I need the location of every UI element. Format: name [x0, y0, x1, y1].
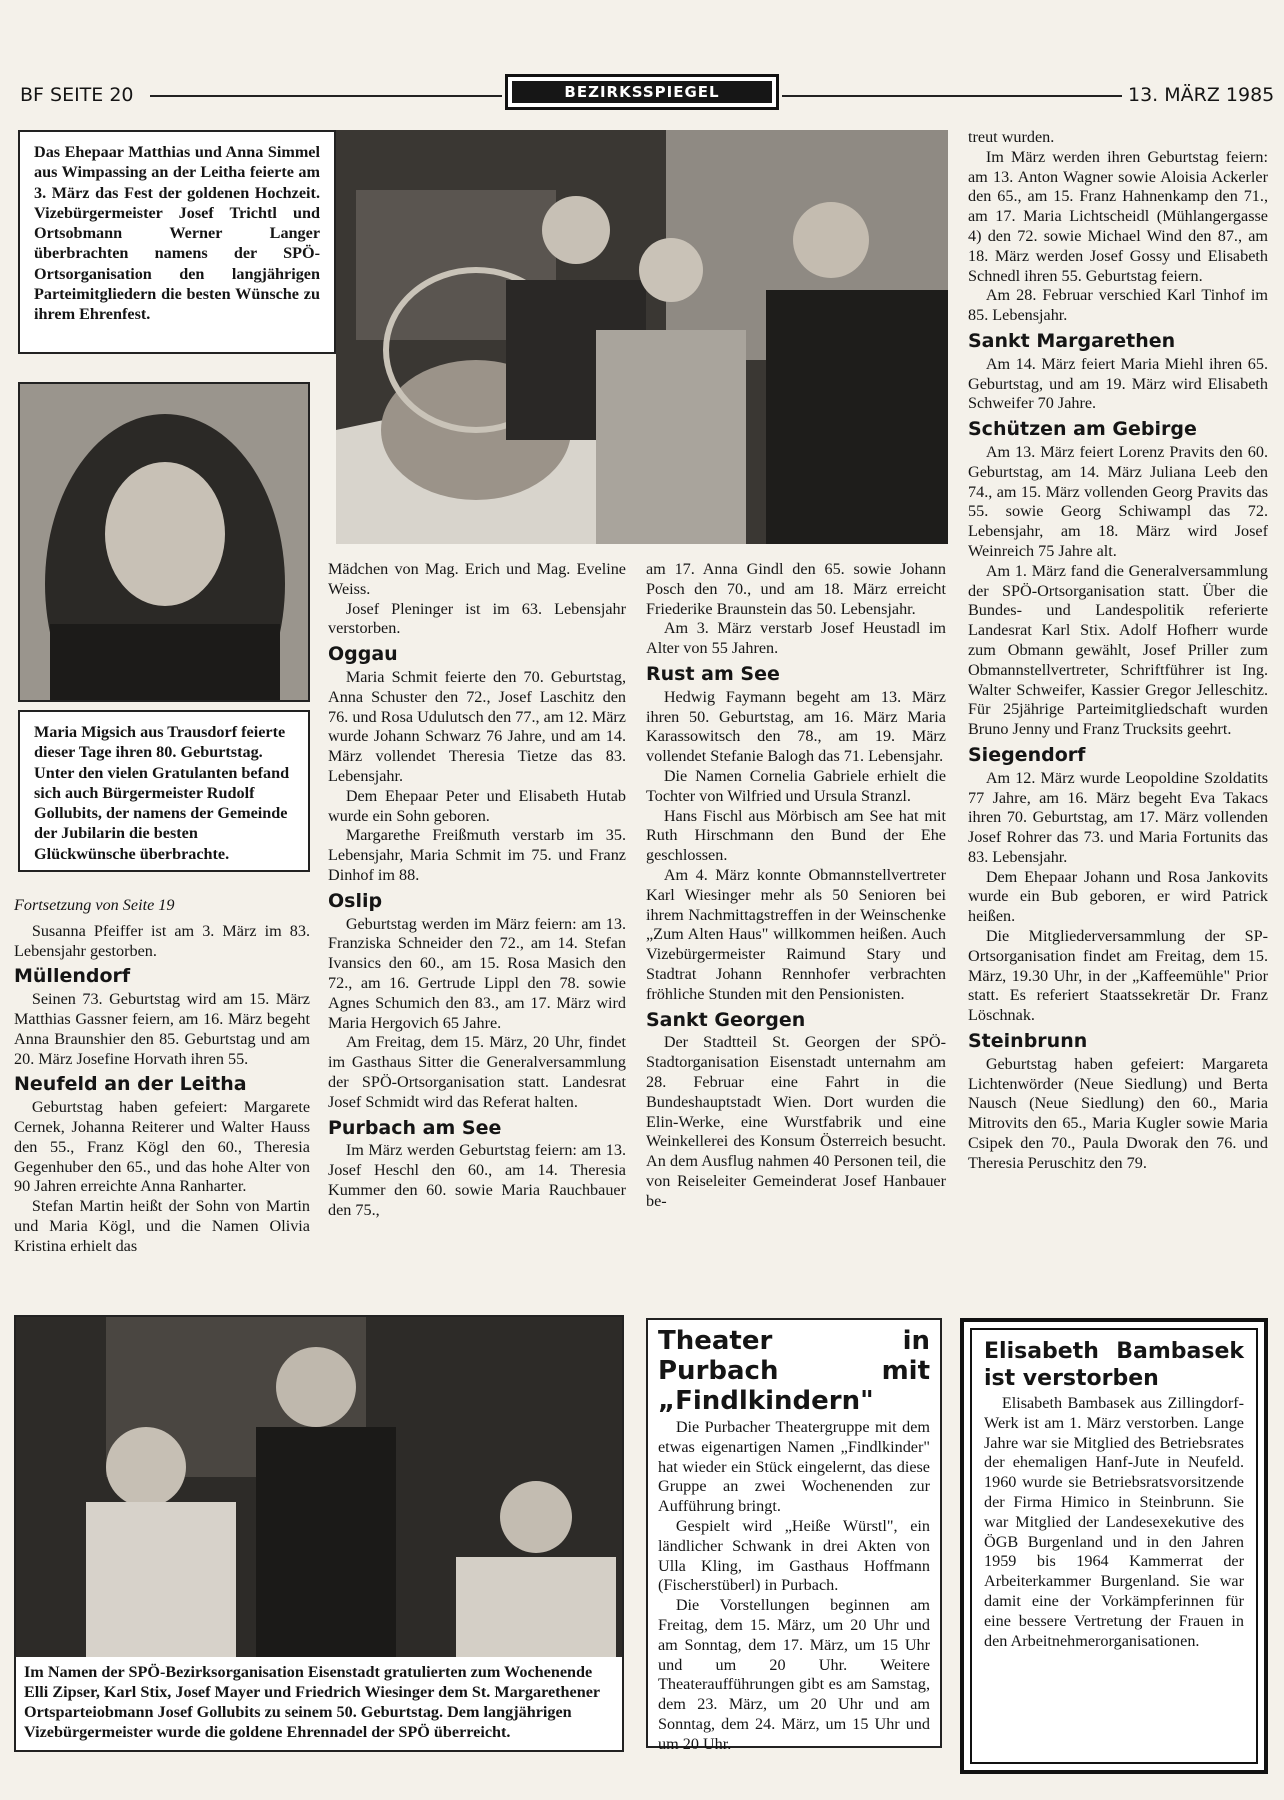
paragraph: Die Purbacher Theatergruppe mit dem etwas eigenartigen Namen „Findlkinder" hat wieder ein Stück eingelernt, das diese Gruppe an zwei Wochenenden zur Aufführung bringt. — [658, 1418, 930, 1516]
header-rule-right — [782, 95, 1122, 97]
migsich-photo — [18, 382, 310, 702]
wedding-caption: Das Ehepaar Matthias und Anna Simmel aus Wimpassing an der Leitha feierte am 3. März das Fest der goldenen Hochzeit. Vizebürgermeister Josef Trichtl und Ortsobmann Werner Langer überbrachten namens der SPÖ-Ortsorganisation den langjährigen Parteimitgliedern die besten Wünsche zu ihrem Ehrenfest. — [18, 130, 336, 354]
heading-muellendorf: Müllendorf — [14, 965, 131, 988]
section-title: BEZIRKSSPIEGEL — [512, 81, 772, 103]
bottom-photo — [16, 1317, 622, 1657]
paragraph: Die Mitgliederversammlung der SP-Ortsorganisation findet am Freitag, dem 15. März, 19.30 Uhr, in der „Kaffeemühle" Prior statt. Es referiert Staatssekretär Dr. Franz Löschnak. — [968, 927, 1268, 1025]
obituary-title: Elisabeth Bambasek ist verstorben — [984, 1339, 1244, 1391]
paragraph: Stefan Martin heißt der Sohn von Martin und Maria Kögl, und die Namen Olivia Kristina erhielt das — [14, 1197, 310, 1255]
paragraph: Seinen 73. Geburtstag wird am 15. März Matthias Gassner feiern, am 16. März begeht Anna Braunshier den 85. Geburtstag und am 20. März Josefine Horvath ihren 55. — [14, 990, 310, 1068]
header-rule-left — [150, 95, 502, 97]
page-label: BF SEITE 20 — [20, 84, 134, 106]
column-3 — [646, 560, 946, 1212]
paragraph: Am 1. März fand die Generalversammlung der SPÖ-Ortsorganisation statt. Über die Bundes- und Landespolitik referierte Landesrat Karl Stix. Adolf Hofherr wurde zum Obmann gewählt, Josef Priller zum Obmannstellvertreter, Schriftführer ist Ing. Walter Schweifer, Kassier Gregor Jelleschitz. Für 25jährige Parteimitgliedschaft wurden Bruno Jenny und Franz Trucksits geehrt. — [968, 561, 1268, 739]
paragraph: Geburtstag haben gefeiert: Margareta Lichtenwörder (Neue Siedlung) und Berta Nausch (Neue Siedlung) den 60., Maria Mitrovits den 65., Maria Kugler sowie Maria Csipek den 70., Paula Dworak den 76. und Theresia Peruschitz den 79. — [968, 1054, 1268, 1172]
paragraph: Die Vorstellungen beginnen am Freitag, dem 15. März, um 20 Uhr und am Sonntag, dem 17. März, um 15 Uhr und um 20 Uhr. Weitere Theateraufführungen gibt es am Samstag, dem 23. März, um 20 Uhr und am Sonntag, dem 24. März, um 15 Uhr und um 20 Uhr. — [658, 1596, 930, 1753]
paragraph: Josef Pleninger ist im 63. Lebensjahr verstorben. — [328, 599, 626, 638]
paragraph: Maria Schmit feierte den 70. Geburtstag, Anna Schuster den 72., Josef Laschitz den 76. und Rosa Udulutsch den 77., am 12. März wurde Johann Schwarz 76 Jahre, und am 14. März vollendet Theresia Tietze das 83. Lebensjahr. — [328, 667, 626, 785]
continued-note: Fortsetzung von Seite 19 — [14, 896, 175, 914]
paragraph: Dem Ehepaar Johann und Rosa Jankovits wurde ein Bub geboren, er wird Patrick heißen. — [968, 867, 1268, 926]
heading-rust: Rust am See — [646, 662, 780, 685]
obituary-frame — [960, 1318, 1268, 1774]
heading-purbach: Purbach am See — [328, 1116, 502, 1139]
heading-georgen: Sankt Georgen — [646, 1008, 806, 1031]
paragraph: Im März werden Geburtstag feiern: am 13. Josef Heschl den 60., am 14. Theresia Kummer den 60. sowie Maria Rauchbauer den 75., — [328, 1141, 626, 1219]
paragraph: Der Stadtteil St. Georgen der SPÖ-Stadtorganisation Eisenstadt unternahm am 28. Februar eine Fahrt in die Bundeshauptstadt Wien. Dort wurden die Elin-Werke, eine Wurstfabrik und eine Weinkellerei des Konsum Österreich besucht. An dem Ausflug nahmen 40 Personen teil, die von Reiseleiter Gemeinderat Josef Hanbauer be- — [646, 1033, 946, 1210]
migsich-caption: Maria Migsich aus Trausdorf feierte dieser Tage ihren 80. Geburtstag. Unter den vielen Gratulanten befand sich auch Bürgermeister Rudolf Gollubits, der namens der Gemeinde der Jubilarin die besten Glückwünsche überbrachte. — [18, 710, 310, 872]
paragraph: Susanna Pfeiffer ist am 3. März im 83. Lebensjahr gestorben. — [14, 921, 310, 960]
bottom-photo-image — [16, 1317, 622, 1657]
migsich-photo-image — [20, 384, 308, 700]
wedding-photo-image — [336, 130, 948, 544]
section-badge — [505, 74, 779, 110]
heading-neufeld: Neufeld an der Leitha — [14, 1073, 247, 1096]
paragraph: Am 4. März konnte Obmannstellvertreter Karl Wiesinger mehr als 50 Senioren bei ihrem Nachmittagstreffen in der Weinschenke „Zum Alten Haus" willkommen heißen. Auch Vizebürgermeister Raimund Stary und Stadtrat Johann Rennhofer verbrachten fröhliche Stunden mit den Pensionisten. — [646, 865, 946, 1003]
column-4 — [968, 128, 1268, 1174]
paragraph: Hedwig Faymann begeht am 13. März ihren 50. Geburtstag, am 16. März Maria Karassowitsch den 78., am 19. März vollendet Stefanie Balogh das 71. Lebensjahr. — [646, 687, 946, 766]
heading-oslip: Oslip — [328, 889, 383, 912]
paragraph: Hans Fischl aus Mörbisch am See hat mit Ruth Hirschmann den Bund der Ehe geschlossen. — [646, 806, 946, 865]
heading-steinbrunn: Steinbrunn — [968, 1030, 1088, 1053]
bottom-photo-frame — [14, 1315, 624, 1752]
paragraph: Am 28. Februar verschied Karl Tinhof im 85. Lebensjahr. — [968, 286, 1268, 325]
heading-oggau: Oggau — [328, 643, 398, 666]
page-date: 13. MÄRZ 1985 — [1128, 84, 1275, 106]
paragraph: Am Freitag, dem 15. März, 20 Uhr, findet im Gasthaus Sitter die Generalversammlung der SPÖ-Ortsorganisation statt. Landesrat Josef Schmidt wird das Referat halten. — [328, 1033, 626, 1111]
paragraph: Mädchen von Mag. Erich und Mag. Eveline Weiss. — [328, 560, 626, 598]
paragraph: Am 14. März feiert Maria Miehl ihren 65. Geburtstag, und am 19. März wird Elisabeth Schweifer 70 Jahre. — [968, 354, 1268, 413]
paragraph: Im März werden ihren Geburtstag feiern: am 13. Anton Wagner sowie Aloisia Ackerler den 65., am 15. Franz Hahnenkamp den 71., am 17. Maria Lichtscheidl (Mühlangergasse 4) den 72. sowie Michael Wind den 87., am 18. März werden Josef Gossy und Elisabeth Schnedl ihren 55. Geburtstag feiern. — [968, 147, 1268, 285]
paragraph: Am 3. März verstarb Josef Heustadl im Alter von 55 Jahren. — [646, 619, 946, 658]
paragraph: am 17. Anna Gindl den 65. sowie Johann Posch den 70., und am 18. März erreicht Friederike Braunstein das 50. Lebensjahr. — [646, 560, 946, 618]
paragraph: Dem Ehepaar Peter und Elisabeth Hutab wurde ein Sohn geboren. — [328, 786, 626, 825]
heading-schuetzen: Schützen am Gebirge — [968, 418, 1197, 441]
paragraph: Margarethe Freißmuth verstarb im 35. Lebensjahr, Maria Schmit im 75. und Franz Dinhof im 88. — [328, 826, 626, 884]
paragraph: Am 13. März feiert Lorenz Pravits den 60. Geburtstag, am 14. März Juliana Leeb den 74., am 15. März vollenden Georg Pravits das 55. sowie Georg Schiwampl das 72. Lebensjahr, am 18. März wird Josef Weinreich 75 Jahre alt. — [968, 442, 1268, 560]
heading-siegendorf: Siegendorf — [968, 743, 1086, 766]
paragraph: Geburtstag haben gefeiert: Margarete Cernek, Johanna Reiterer und Walter Hauss den 55., Franz Kögl den 60., Theresia Gegenhuber den 65., und das hohe Alter von 90 Jahren erreichte Anna Ranharter. — [14, 1098, 310, 1196]
paragraph: Die Namen Cornelia Gabriele erhielt die Tochter von Wilfried und Ursula Stranzl. — [646, 766, 946, 805]
obituary-box — [970, 1328, 1258, 1764]
wedding-photo — [336, 130, 948, 544]
paragraph: Am 12. März wurde Leopoldine Szoldatits 77 Jahre, am 16. März begeht Eva Takacs ihren 70. Geburtstag, am 17. März vollenden Josef Rohrer das 73. und Maria Fortunits das 83. Lebensjahr. — [968, 768, 1268, 866]
column-2 — [328, 560, 626, 1221]
column-1 — [14, 888, 310, 1257]
paragraph: treut wurden. — [968, 128, 1055, 146]
bottom-photo-caption: Im Namen der SPÖ-Bezirksorganisation Eisenstadt gratulierten zum Wochenende Elli Zipser, Karl Stix, Josef Mayer und Friedrich Wiesinger dem St. Margarethener Ortsparteiobmann Josef Gollubits zu seinem 50. Geburtstag. Dem langjährigen Vizebürgermeister wurde die goldene Ehrennadel der SPÖ überreicht. — [24, 1663, 600, 1741]
paragraph: Elisabeth Bambasek aus Zillingdorf-Werk ist am 1. März verstorben. Lange Jahre war sie Mitglied des Betriebsrates der ehemaligen Hanf-Jute in Neufeld. 1960 wurde sie Betriebsratsvorsitzende der Firma Himico in Steinbrunn. Sie war Mitglied der Landesexekutive des ÖGB Burgenland und in den Jahren 1959 bis 1964 Kammerrat der Arbeiterkammer Burgenland. Sie war damit eine der Vorkämpferinnen für eine bessere Vertretung der Frauen in den Arbeitnehmerorganisationen. — [984, 1394, 1244, 1650]
heading-margarethen: Sankt Margarethen — [968, 329, 1176, 352]
paragraph: Gespielt wird „Heiße Würstl", ein ländlicher Schwank in drei Akten von Ulla Kling, im Gasthaus Hoffmann (Fischerstüberl) in Purbach. — [658, 1516, 930, 1595]
theater-box — [646, 1318, 942, 1753]
paragraph: Geburtstag werden im März feiern: am 13. Franziska Schneider den 72., am 14. Stefan Ivansics den 60., am 15. Rosa Masich den 72., am 16. Gertrude Lippl den 78. sowie Agnes Schumich den 83., am 17. März wird Maria Hergovich 65 Jahre. — [328, 914, 626, 1032]
theater-title: Theater in Purbach mit „Findlkindern" — [658, 1326, 930, 1416]
